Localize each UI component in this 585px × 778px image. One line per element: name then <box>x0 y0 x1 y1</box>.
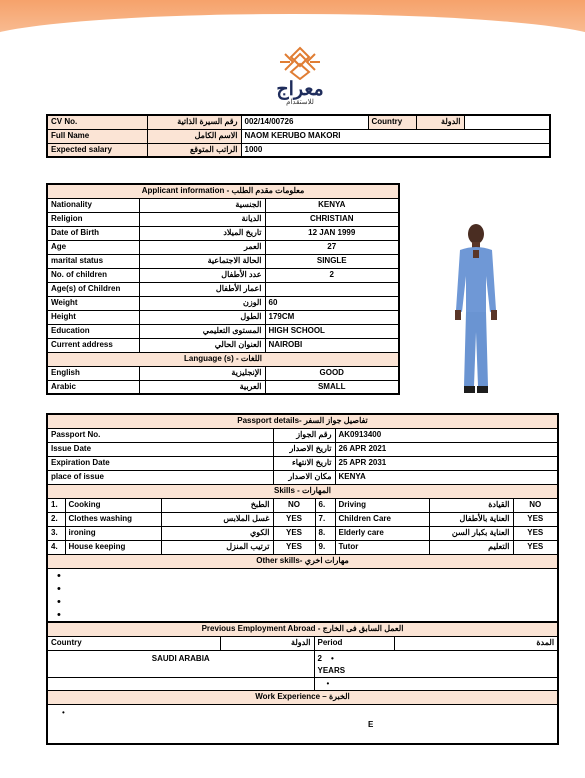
field-label: marital status <box>47 254 139 268</box>
passport-label: Passport No. <box>47 428 273 442</box>
table-row <box>47 296 399 310</box>
field-label: Age <box>47 240 139 254</box>
field-label-ar: الديانة <box>139 212 265 226</box>
applicant-title: Applicant information - معلومات مقدم الطلب <box>47 184 399 198</box>
employment-table <box>46 621 559 745</box>
other-skills-box <box>47 568 558 623</box>
passport-label: place of issue <box>47 470 273 484</box>
skill-label-ar: العناية بكبار السن <box>429 526 513 540</box>
table-row <box>47 226 399 240</box>
passport-skills-table <box>46 413 559 624</box>
table-row <box>47 324 399 338</box>
table-row <box>47 512 558 526</box>
field-label-ar: الوزن <box>139 296 265 310</box>
skill-value: YES <box>513 540 558 554</box>
passport-value: 25 APR 2031 <box>335 456 558 470</box>
employment-country-label: Country <box>47 636 220 650</box>
passport-label-ar: تاريخ الانتهاء <box>273 456 335 470</box>
passport-value: 26 APR 2021 <box>335 442 558 456</box>
field-label: Nationality <box>47 198 139 212</box>
passport-label: Issue Date <box>47 442 273 456</box>
logo-arabic-name: معراج <box>276 78 324 100</box>
employment-period-unit: YEARS <box>317 665 346 675</box>
skill-label-ar: التعليم <box>429 540 513 554</box>
field-value: CHRISTIAN <box>265 212 399 226</box>
field-label: Date of Birth <box>47 226 139 240</box>
cv-no-label-ar: رقم السيرة الذاتية <box>147 115 241 129</box>
field-label-ar: المستوى التعليمي <box>139 324 265 338</box>
passport-label-ar: تاريخ الاصدار <box>273 442 335 456</box>
field-label: Education <box>47 324 139 338</box>
skill-label-ar: القيادة <box>429 498 513 512</box>
languages-title: Language (s) - اللغات <box>47 352 399 366</box>
skill-label: Driving <box>335 498 429 512</box>
work-experience-title: Work Experience – الخبرة <box>47 690 558 704</box>
skill-number: 2. <box>47 512 65 526</box>
table-row <box>47 282 399 296</box>
table-row <box>47 338 399 352</box>
table-row <box>47 366 399 380</box>
skill-value: YES <box>273 526 315 540</box>
table-row <box>47 240 399 254</box>
skill-label: ironing <box>65 526 161 540</box>
employment-period-label-ar: المدة <box>394 636 558 650</box>
field-label-ar: اعمار الأطفال <box>139 282 265 296</box>
table-row <box>47 212 399 226</box>
language-value: SMALL <box>265 380 399 394</box>
field-label: Age(s) of Children <box>47 282 139 296</box>
field-value: HIGH SCHOOL <box>265 324 399 338</box>
skill-value: YES <box>513 512 558 526</box>
field-label-ar: العنوان الحالي <box>139 338 265 352</box>
salary-value: 1000 <box>241 143 550 157</box>
table-row <box>47 526 558 540</box>
skill-number: 9. <box>315 540 335 554</box>
other-skills-title: Other skills- مهارات اخري <box>47 554 558 568</box>
passport-title: Passport details- تفاصيل جواز السفر <box>47 414 558 428</box>
skill-label-ar: غسل الملابس <box>161 512 273 526</box>
table-row <box>47 198 399 212</box>
table-row <box>47 456 558 470</box>
field-label: No. of children <box>47 268 139 282</box>
company-logo <box>258 44 342 110</box>
employment-period-cell: 2 • YEARS <box>314 650 558 677</box>
field-label-ar: عدد الأطفال <box>139 268 265 282</box>
list-item <box>66 570 554 583</box>
field-value: KENYA <box>265 198 399 212</box>
employment-country-value: SAUDI ARABIA <box>47 650 314 677</box>
applicant-photo <box>440 214 512 400</box>
list-item <box>66 596 554 609</box>
full-name-label-ar: الاسم الكامل <box>147 129 241 143</box>
work-experience-letter: E <box>368 719 374 729</box>
list-item <box>66 583 554 596</box>
skill-label-ar: ترتيب المنزل <box>161 540 273 554</box>
table-row <box>47 498 558 512</box>
skill-number: 3. <box>47 526 65 540</box>
country-value <box>464 115 550 129</box>
passport-label-ar: مكان الاصدار <box>273 470 335 484</box>
field-label: Height <box>47 310 139 324</box>
skill-number: 4. <box>47 540 65 554</box>
table-row <box>47 380 399 394</box>
passport-label-ar: رقم الجواز <box>273 428 335 442</box>
table-row <box>47 540 558 554</box>
field-label-ar: العمر <box>139 240 265 254</box>
skill-label: House keeping <box>65 540 161 554</box>
full-name-value: NAOM KERUBO MAKORI <box>241 129 550 143</box>
skill-value: NO <box>513 498 558 512</box>
skill-value: NO <box>273 498 315 512</box>
skill-value: YES <box>513 526 558 540</box>
table-row <box>47 442 558 456</box>
field-label: Religion <box>47 212 139 226</box>
passport-value: AK0913400 <box>335 428 558 442</box>
table-row <box>47 254 399 268</box>
table-row <box>47 310 399 324</box>
skill-label-ar: الكوي <box>161 526 273 540</box>
logo-subtitle: للاستقدام <box>286 99 314 106</box>
passport-value: KENYA <box>335 470 558 484</box>
employment-period-label: Period <box>314 636 394 650</box>
table-row <box>47 428 558 442</box>
skill-number: 8. <box>315 526 335 540</box>
field-value: 2 <box>265 268 399 282</box>
skill-label: Tutor <box>335 540 429 554</box>
field-value: 179CM <box>265 310 399 324</box>
field-value: 60 <box>265 296 399 310</box>
skill-label: Children Care <box>335 512 429 526</box>
language-label: English <box>47 366 139 380</box>
skills-title: Skills - المهارات <box>47 484 558 498</box>
skill-number: 1. <box>47 498 65 512</box>
language-label-ar: الإنجليزية <box>139 366 265 380</box>
country-label: Country <box>368 115 416 129</box>
skill-number: 6. <box>315 498 335 512</box>
country-label-ar: الدولة <box>416 115 464 129</box>
header-table <box>46 114 551 158</box>
field-value: 12 JAN 1999 <box>265 226 399 240</box>
lattice-emblem-icon <box>278 46 322 80</box>
salary-label-ar: الراتب المتوقع <box>147 143 241 157</box>
list-item <box>66 609 554 622</box>
employment-title: Previous Employment Abroad - العمل السابق فى الخارج <box>47 622 558 636</box>
skill-value: YES <box>273 540 315 554</box>
employment-country-label-ar: الدولة <box>220 636 314 650</box>
other-skills-list <box>51 570 554 622</box>
cv-no-label: CV No. <box>47 115 147 129</box>
field-label-ar: تاريخ الميلاد <box>139 226 265 240</box>
skill-label-ar: العناية بالأطفال <box>429 512 513 526</box>
language-label: Arabic <box>47 380 139 394</box>
field-value: 27 <box>265 240 399 254</box>
skill-label: Elderly care <box>335 526 429 540</box>
work-experience-box: • E <box>47 704 558 744</box>
passport-label: Expiration Date <box>47 456 273 470</box>
skill-label: Cooking <box>65 498 161 512</box>
field-label: Weight <box>47 296 139 310</box>
field-value: NAIROBI <box>265 338 399 352</box>
field-value <box>265 282 399 296</box>
field-label-ar: الطول <box>139 310 265 324</box>
field-label-ar: الجنسية <box>139 198 265 212</box>
full-name-label: Full Name <box>47 129 147 143</box>
cv-no-value: 002/14/00726 <box>241 115 368 129</box>
table-row <box>47 268 399 282</box>
employment-bullet: • <box>314 677 558 690</box>
applicant-table <box>46 183 400 395</box>
language-label-ar: العربية <box>139 380 265 394</box>
employment-period-value: 2 <box>317 653 322 663</box>
skill-number: 7. <box>315 512 335 526</box>
skill-value: YES <box>273 512 315 526</box>
skill-label-ar: الطبخ <box>161 498 273 512</box>
field-label-ar: الحالة الاجتماعية <box>139 254 265 268</box>
salary-label: Expected salary <box>47 143 147 157</box>
field-label: Current address <box>47 338 139 352</box>
language-value: GOOD <box>265 366 399 380</box>
field-value: SINGLE <box>265 254 399 268</box>
skill-label: Clothes washing <box>65 512 161 526</box>
table-row <box>47 470 558 484</box>
